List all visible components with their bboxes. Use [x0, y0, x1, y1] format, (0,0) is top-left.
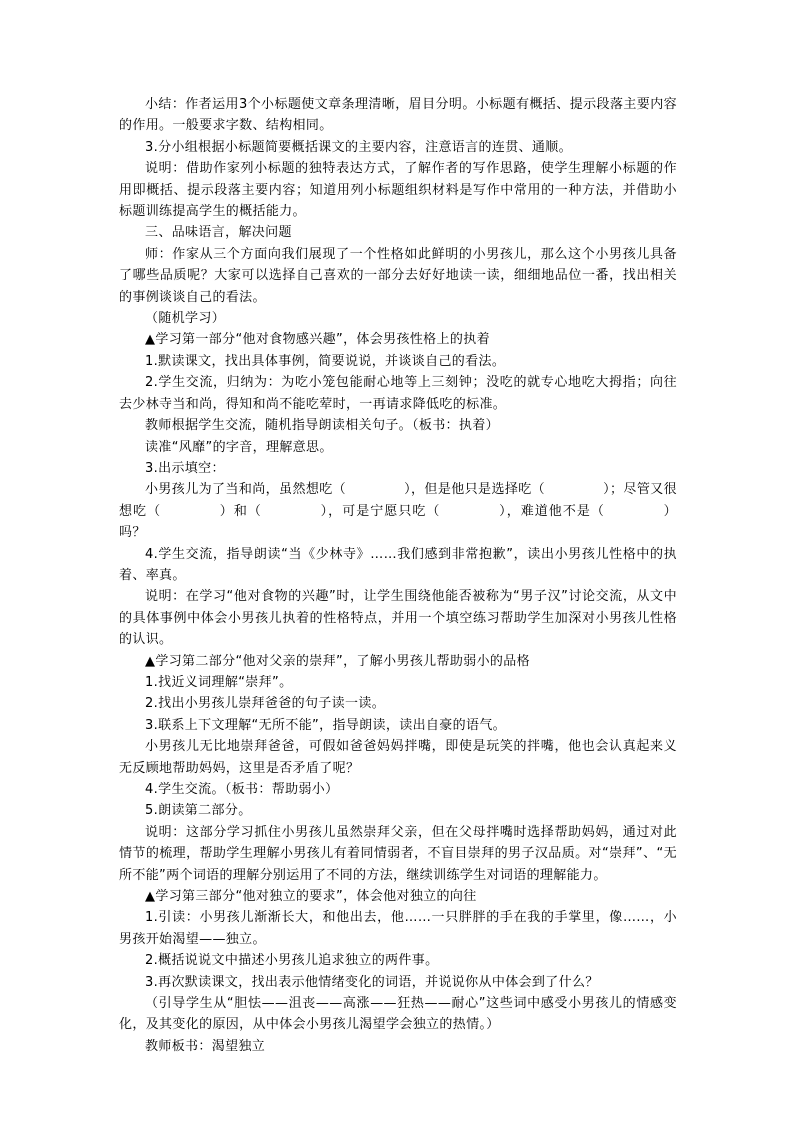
- fill-text: ）；尽管又很想吃（: [119, 482, 677, 519]
- note-paragraph: 说明：这部分学习抓住小男孩儿虽然崇拜父亲，但在父母拌嘴时选择帮助妈妈，通过对此情节的梳理，帮助学生理解小男孩儿有着同情弱者，不盲目崇拜的男子汉品质。对“崇拜”、“无所不能”两个词语的理解分别运用了不同的方法，继续训练学生对词语的理解能力。: [119, 824, 677, 883]
- guidance-paragraph: （引导学生从“胆怯——沮丧——高涨——狂热——耐心”这些词中感受小男孩儿的情感变化，及其变化的原因，从中体会小男孩儿渴望学会独立的热情。）: [119, 996, 677, 1033]
- step-paragraph: 1.引读：小男孩儿渐渐长大，和他出去，他……一只胖胖的手在我的手掌里，像……，小男孩开始渴望——独立。: [119, 910, 677, 947]
- fill-text: ），可是宁愿只吃（: [319, 503, 441, 519]
- part-two-heading: ▲学习第二部分“他对父亲的崇拜”，了解小男孩儿帮助弱小的品格: [145, 653, 530, 669]
- board-writing-paragraph: 教师板书：渴望独立: [145, 1038, 266, 1054]
- step-paragraph: 3.联系上下文理解“无所不能”，指导朗读，读出自豪的语气。: [145, 717, 507, 733]
- step-paragraph: 4.学生交流。（板书：帮助弱小）: [145, 782, 339, 797]
- section-heading: 三、品味语言，解决问题: [145, 225, 292, 241]
- pronunciation-paragraph: 读准“风靡”的字音，理解意思。: [145, 439, 333, 455]
- fill-in-blank-paragraph: [119, 479, 677, 543]
- fill-text: ），但是他只是选择吃（: [404, 482, 546, 498]
- teacher-guidance-paragraph: 教师根据学生交流，随机指导朗读相关句子。（板书：执着）: [145, 418, 499, 434]
- step-paragraph: 3.出示填空：: [145, 460, 225, 476]
- fill-text: ）和（: [219, 503, 262, 519]
- step-paragraph: 4.学生交流，指导朗读“当《少林寺》……我们感到非常抱歉”，读出小男孩儿性格中的执着、率真。: [119, 546, 677, 583]
- step-paragraph: 1.默读课文，找出具体事例，简要说说，并谈谈自己的看法。: [145, 353, 506, 369]
- teacher-paragraph: 师：作家从三个方面向我们展现了一个性格如此鲜明的小男孩儿，那么这个小男孩儿具备了哪些品质呢？大家可以选择自己喜欢的一部分去好好地读一读，细细地品位一番，找出相关的事例谈谈自己的看法。: [119, 246, 677, 305]
- fill-text: ），难道他不是（: [498, 503, 605, 519]
- part-three-heading: ▲学习第三部分“他对独立的要求”，体会他对独立的向往: [145, 889, 477, 905]
- step-paragraph: 1.找近义词理解“崇拜”。: [145, 674, 293, 690]
- fill-text: ）吗？: [119, 503, 677, 541]
- part-one-heading: ▲学习第一部分“他对食物感兴趣”，体会男孩性格上的执着: [145, 332, 490, 348]
- fill-text: 小男孩儿为了当和尚，虽然想吃（: [145, 482, 347, 498]
- step-paragraph: 3.分小组根据小标题简要概括课文的主要内容，注意语言的连贯、通顺。: [145, 139, 572, 155]
- step-paragraph: 5.朗读第二部分。: [145, 803, 252, 819]
- random-learning-note: （随机学习）: [145, 311, 226, 327]
- document-page: [119, 94, 677, 1057]
- step-paragraph: 3.再次默读课文，找出表示他情绪变化的词语，并说说你从中体会到了什么？: [145, 974, 599, 990]
- summary-paragraph: 小结：作者运用3个小标题使文章条理清晰，眉目分明。小标题有概括、提示段落主要内容的作用。一般要求字数、结构相同。: [119, 97, 677, 134]
- note-paragraph: 说明：借助作家列小标题的独特表达方式，了解作者的写作思路，使学生理解小标题的作用即概括、提示段落主要内容；知道用列小标题组织材料是写作中常用的一种方法，并借助小标题训练提高学生的概括能力。: [119, 161, 677, 220]
- step-paragraph: 2.找出小男孩儿崇拜爸爸的句子读一读。: [145, 696, 386, 712]
- note-paragraph: 说明：在学习“他对食物的兴趣”时，让学生围绕他能否被称为“男子汉”讨论交流，从文中的具体事例中体会小男孩儿执着的性格特点，并用一个填空练习帮助学生加深对小男孩儿性格的认识。: [119, 589, 677, 648]
- step-paragraph: 2.概括说说文中描述小男孩儿追求独立的两件事。: [145, 953, 439, 969]
- step-paragraph: 2.学生交流，归纳为：为吃小笼包能耐心地等上三刻钟；没吃的就专心地吃大拇指；向往去少林寺当和尚，得知和尚不能吃荤时，一再请求降低吃的标准。: [119, 375, 677, 412]
- question-paragraph: 小男孩儿无比地崇拜爸爸，可假如爸爸妈妈拌嘴，即使是玩笑的拌嘴，他也会认真起来义无反顾地帮助妈妈，这里是否矛盾了呢？: [119, 739, 677, 776]
